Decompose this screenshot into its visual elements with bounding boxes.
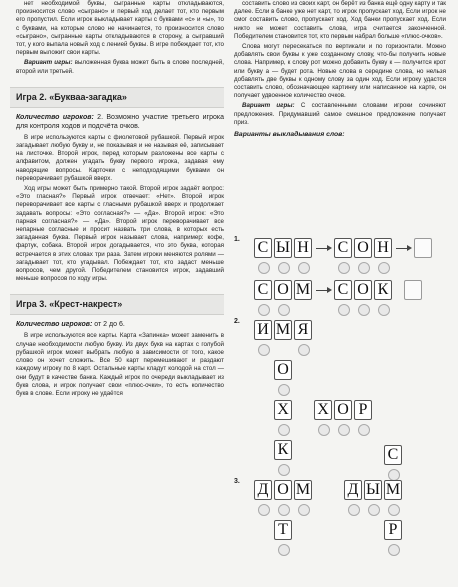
variants-title: Варианты выкладывания слов:	[234, 131, 345, 139]
step-number-1: 1.	[234, 236, 240, 243]
letter-tile: Н	[374, 238, 392, 258]
card-dot	[298, 344, 310, 356]
letter-tile: М	[385, 481, 401, 498]
intro-variant	[16, 59, 224, 75]
game2-paragraph-1: В игре используются карты с фиолетовой рубашкой. Первый игрок загадывает любую букву и, не показывая и не называя её, записывает на листочке. Второй игрок, перед которым разложены все карты с алфавитом, должен угадать букву первого игрока, задавая ему наводящие вопросы. Карточки с неподходящими буквами он переворачивает рубашкой вверх.	[16, 133, 224, 182]
game2-players	[16, 113, 224, 131]
step-number-3: 3.	[234, 478, 240, 485]
letter-tile: Д	[254, 480, 272, 500]
game2-players-label: Количество игроков:	[16, 113, 94, 121]
empty-tile	[404, 280, 422, 300]
card-dot	[338, 262, 350, 274]
letter-tile: И	[254, 320, 272, 340]
card-dot	[258, 262, 270, 274]
card-dot	[358, 424, 370, 436]
letter-tile: Р	[354, 400, 372, 420]
card-dot	[278, 464, 290, 476]
card-dot	[378, 304, 390, 316]
letter-tile: Т	[274, 520, 292, 540]
arrow-icon	[396, 248, 410, 249]
letter-tile: М	[295, 481, 311, 498]
word-layouts	[234, 230, 446, 580]
letter-tile: Х	[314, 400, 332, 420]
card-dot	[258, 344, 270, 356]
arrow-icon	[316, 290, 330, 291]
game2-paragraph-2: Ход игры может быть примерно такой. Второй игрок задаёт вопрос: «Это гласная?» Первый игрок отвечает: «Нет». Второй игрок переворачивает все карты с гласными рубашкой вверх и продолжает задавать вопросы: «Это согласная?» — «Да». Второй игрок: «Это парная согласная?» — «Да». Второй игрок переворачивает все непарные согласные и просит назвать три слова, в которых есть загаданная буква. Первый игрок называет слова, например: кофе, фартук, собака. Второй игрок догадывается, что это буква, которая встречается в этих словах три раза. Затем игроки меняются ролями — загадывает тот, кто угадывал. Побеждает тот, кто задаст меньше вопросов, чем другой. Победителем становится игрок, задавший меньше вопросов по ходу игры.	[16, 185, 224, 283]
right-variant-label: Вариант игры:	[242, 102, 295, 110]
card-dot	[278, 504, 290, 516]
letter-tile: Р	[384, 520, 402, 540]
letter-tile: О	[334, 400, 352, 420]
letter-tile: К	[374, 280, 392, 300]
letter-tile: Ы	[364, 480, 382, 500]
right-variant-text: С составленными словами игроки сочиняют предложения. Придумавший самое смешное предложение получает приз.	[234, 102, 446, 126]
card-dot	[388, 504, 400, 516]
letter-tile: С	[334, 238, 352, 258]
game3-heading: Игра 3. «Крест-накрест»	[10, 294, 224, 315]
right-column	[234, 0, 446, 143]
letter-tile: К	[274, 440, 292, 460]
intro-paragraph: нет необходимой буквы, сыгранные карты откладываются, произносится слово «сыграно» и первый ход делает тот, кто первым его пропустил. Если игрок выкладывает карты с буквами «с» и «ы», то с буквами, на которые слово не начинается, то произносится слово «сыграно», сыгранные карты откладываются в сторону, а сыгравший тот, у кого выпала новый ход с ленией буквы. В игре побеждает тот, кто первым выложит свои карты.	[16, 0, 224, 57]
game2-heading: Игра 2. «Букваа-загадка»	[10, 87, 224, 108]
left-column	[16, 0, 224, 400]
letter-tile: О	[354, 280, 372, 300]
card-dot	[278, 424, 290, 436]
card-dot	[278, 544, 290, 556]
intro-variant-text: выложенная буква может быть в слове последней, второй или третьей.	[16, 59, 224, 75]
card-dot	[278, 304, 290, 316]
card-dot	[368, 504, 380, 516]
letter-tile: Я	[294, 320, 312, 340]
step-number-2: 2.	[234, 318, 240, 325]
empty-tile	[414, 238, 432, 258]
card-dot	[338, 424, 350, 436]
letter-tile: О	[274, 360, 292, 380]
card-dot	[258, 304, 270, 316]
card-dot	[278, 262, 290, 274]
right-paragraph-2: Слова могут пересекаться по вертикали и по горизонтали. Можно добавлять свои буквы к уже созданному слову, что-бы получить новые слова. Например, к слову рот можно добавить букву к — получится крот или букву а — будет рота. Новые слова в середине слова, но нельзя добавлять две буквы к одному слову за один ход. Если игроку удастся составить слово, обозначающее картинку или написанное на карте, он получает удвоенное количество очков.	[234, 43, 446, 100]
letter-tile: С	[254, 238, 272, 258]
card-dot	[258, 504, 270, 516]
right-variant	[234, 102, 446, 127]
letter-tile: О	[274, 480, 292, 500]
card-dot	[318, 424, 330, 436]
right-paragraph-1: составить слово из своих карт, он берёт из банка ещё одну карту и так далее. Если в банке уже нет карт, то игрок пропускает ход. Если игрок не смог составить слово, пропускает ход. Ход банки пропускает ход. Если никто не может составить слова, игра считается законченной. Победителем становится тот, кто первым набрал больше «плюс-очков».	[234, 0, 446, 40]
letter-tile: Х	[274, 400, 292, 420]
card-dot	[358, 262, 370, 274]
card-dot	[298, 262, 310, 274]
game2-players-text: 2. Возможно участие третьего игрока для контроля ходов и подсчёта очков.	[16, 113, 224, 130]
letter-tile: О	[274, 280, 292, 300]
letter-tile: М	[295, 281, 311, 298]
card-dot	[298, 504, 310, 516]
card-dot	[278, 384, 290, 396]
card-dot	[358, 304, 370, 316]
letter-tile: С	[334, 280, 352, 300]
card-dot	[338, 304, 350, 316]
intro-variant-label: Вариант игры:	[24, 59, 73, 67]
card-dot	[388, 544, 400, 556]
card-dot	[348, 504, 360, 516]
letter-tile: О	[354, 238, 372, 258]
card-dot	[378, 262, 390, 274]
letter-tile: С	[384, 445, 402, 465]
letter-tile: С	[254, 280, 272, 300]
game3-paragraph-1: В игре используются все карты. Карта «Запинка» может заменить в случае необходимости любую букву. Из двух букв на картах с голубой рубашкой игрок может выбрать любую в зависимости от того, какое слово он хочет сложить. Все 50 карт перемешивают и раздают каждому игроку по 8 карт. Остальные карты кладут колодой на стол — они будут в качестве банка. Каждый игрок по очереди выкладывает из букв слова, и игрок получает свои «плюс-очки», то есть количество букв в слове. Если игроку не удаётся	[16, 332, 224, 397]
game3-players	[16, 320, 224, 329]
game3-players-label: Количество игроков:	[16, 321, 93, 329]
letter-tile: Н	[294, 238, 312, 258]
game3-players-text: от 2 до 6.	[94, 321, 125, 329]
letter-tile: Д	[344, 480, 362, 500]
arrow-icon	[316, 248, 330, 249]
letter-tile: М	[275, 321, 291, 338]
letter-tile: Ы	[274, 238, 292, 258]
